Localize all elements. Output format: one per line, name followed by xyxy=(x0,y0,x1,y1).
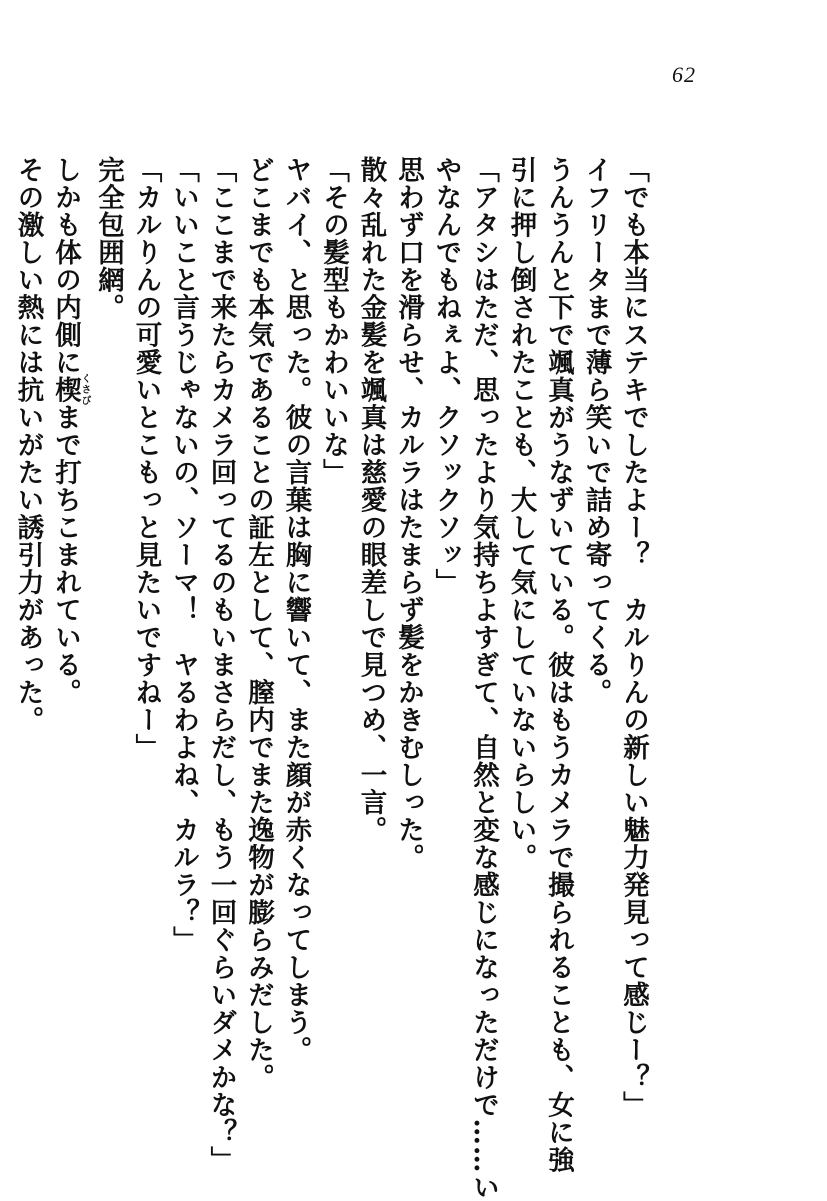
text-line-9: 「その髪型もかわいいな」 xyxy=(318,156,349,486)
text-line-15: 完全包囲網。 xyxy=(93,156,124,321)
text-line-6: やなんでもねぇよ、クソックソッ」 xyxy=(430,156,462,596)
ruby-base: 楔 xyxy=(50,373,81,407)
page-number: 62 xyxy=(672,62,696,87)
text-line-8: 散々乱れた金髪を颯真は慈愛の眼差しで見つめ、一言。 xyxy=(355,156,387,844)
ruby-word xyxy=(50,373,90,407)
text-line-5: 「アタシはただ、思ったより気持ちよすぎて、自然と変な感じになっただけで……い xyxy=(468,156,499,1201)
text-line-11: どこまでも本気であることの証左として、膣内でまた逸物が膨らみだした。 xyxy=(243,156,274,1091)
text-line-12: 「ここまで来たらカメラ回ってるのもいまさらだし、もう一回ぐらいダメかな？」 xyxy=(205,156,237,1174)
text-line-16-part-1: しかも体の内側に xyxy=(50,156,81,376)
text-line-7: 思わず口を滑らせ、カルラはたまらず髪をかきむしった。 xyxy=(393,156,424,871)
text-line-4: 引に押し倒されたことも、大して気にしていないらしい。 xyxy=(505,156,537,871)
text-line-16-part-2: まで打ちこまれている。 xyxy=(50,403,81,706)
text-line-17: その激しい熱には抗いがたい誘引力があった。 xyxy=(12,156,44,734)
body-text xyxy=(9,156,652,1201)
text-line-14: 「カルりんの可愛いとこもっと見たいですねー」 xyxy=(130,156,162,761)
ruby-reading: くさび xyxy=(79,373,90,407)
text-line-16 xyxy=(47,156,90,1076)
text-line-3: うんうんと下で颯真がうなずいている。彼はもうカメラで撮られることも、女に強 xyxy=(543,156,574,1174)
text-line-10: ヤバイ、と思った。彼の言葉は胸に響いて、また顔が赤くなってしまう。 xyxy=(280,156,312,1064)
text-line-1: 「でも本当にステキでしたよー？ カルりんの新しい魅力発見って感じー？」 xyxy=(618,156,649,1119)
text-line-13: 「いいこと言うじゃないの、ソーマ！ ヤるわよね、カルラ？」 xyxy=(168,156,199,954)
text-line-2: イフリータまで薄ら笑いで詰め寄ってくる。 xyxy=(580,156,612,706)
